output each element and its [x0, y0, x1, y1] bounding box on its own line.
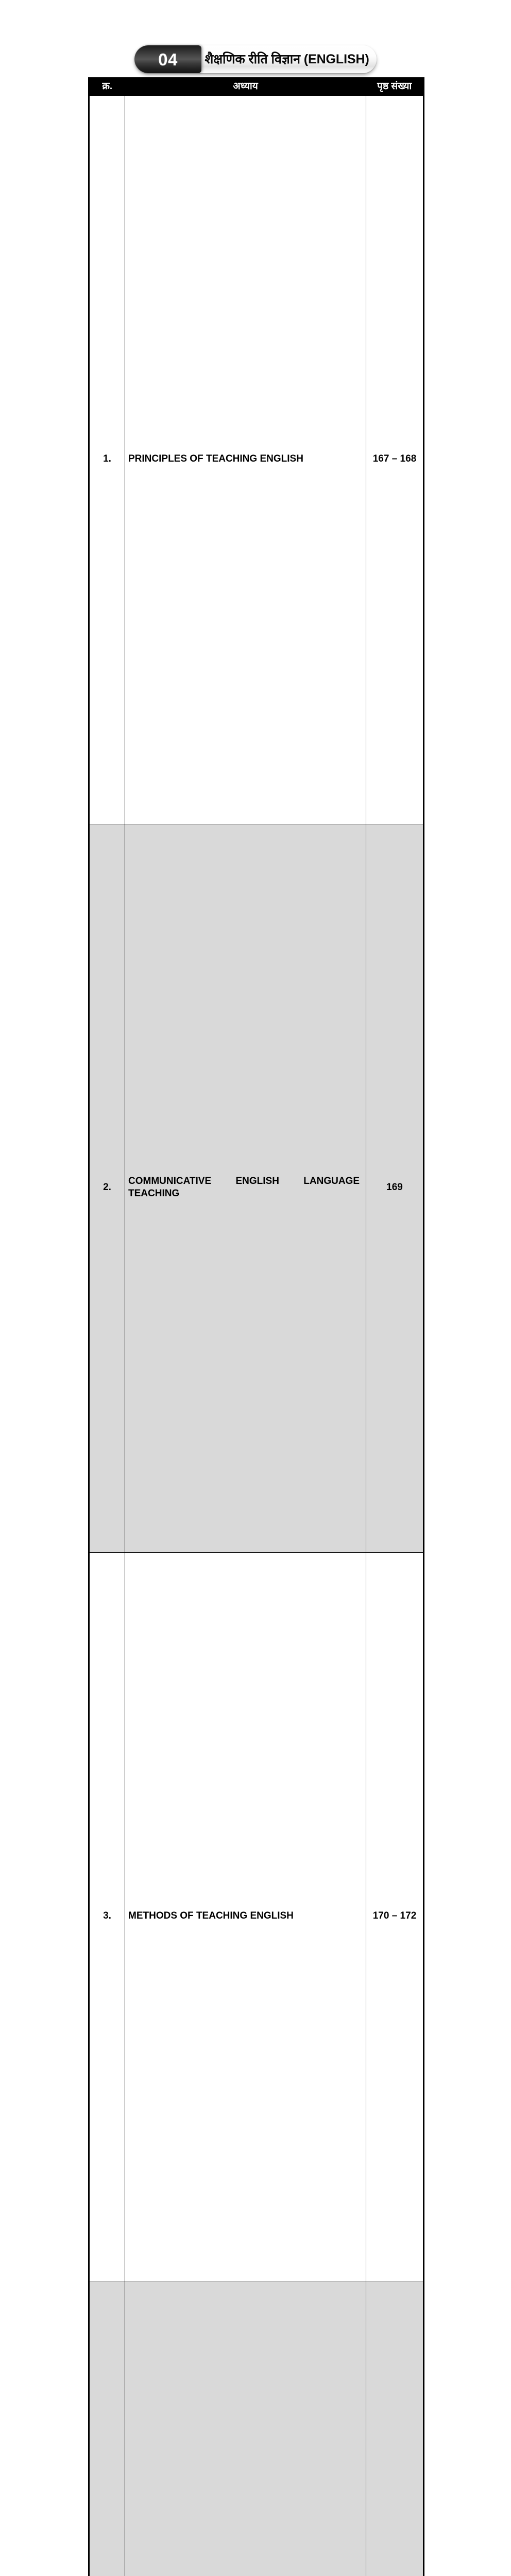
row-chapter: METHODS OF TEACHING ENGLISH: [125, 1552, 366, 2281]
column-header-sno: क्र.: [89, 78, 125, 96]
row-page: 167 – 168: [366, 95, 424, 824]
column-header-chapter: अध्याय: [125, 78, 366, 96]
section-04-banner: [134, 45, 377, 77]
row-serial: 2.: [89, 824, 125, 1552]
column-header-page: पृष्ठ संख्या: [366, 78, 424, 96]
section-title: शैक्षणिक रीति विज्ञान (ENGLISH): [205, 52, 369, 66]
top-margin: [0, 0, 511, 45]
table-row: [89, 2281, 424, 2576]
section-04: [88, 45, 423, 2576]
row-chapter: COMMUNICATIVE ENGLISH LANGUAGE TEACHING: [125, 824, 366, 1552]
toc-table-04: [88, 77, 424, 2576]
section-number: 04: [158, 49, 178, 69]
row-serial: 1.: [89, 95, 125, 824]
row-serial: 3.: [89, 1552, 125, 2281]
row-chapter: [125, 2281, 366, 2576]
section-number-badge: [134, 45, 201, 73]
table-row: [89, 1552, 424, 2281]
row-serial: [89, 2281, 125, 2576]
row-page: 169: [366, 824, 424, 1552]
row-page: 170 – 172: [366, 1552, 424, 2281]
table-row: [89, 824, 424, 1552]
row-chapter: PRINCIPLES OF TEACHING ENGLISH: [125, 95, 366, 824]
row-page: [366, 2281, 424, 2576]
table-header-row: [89, 78, 424, 96]
banner-pill: [134, 45, 377, 73]
table-row: [89, 95, 424, 824]
